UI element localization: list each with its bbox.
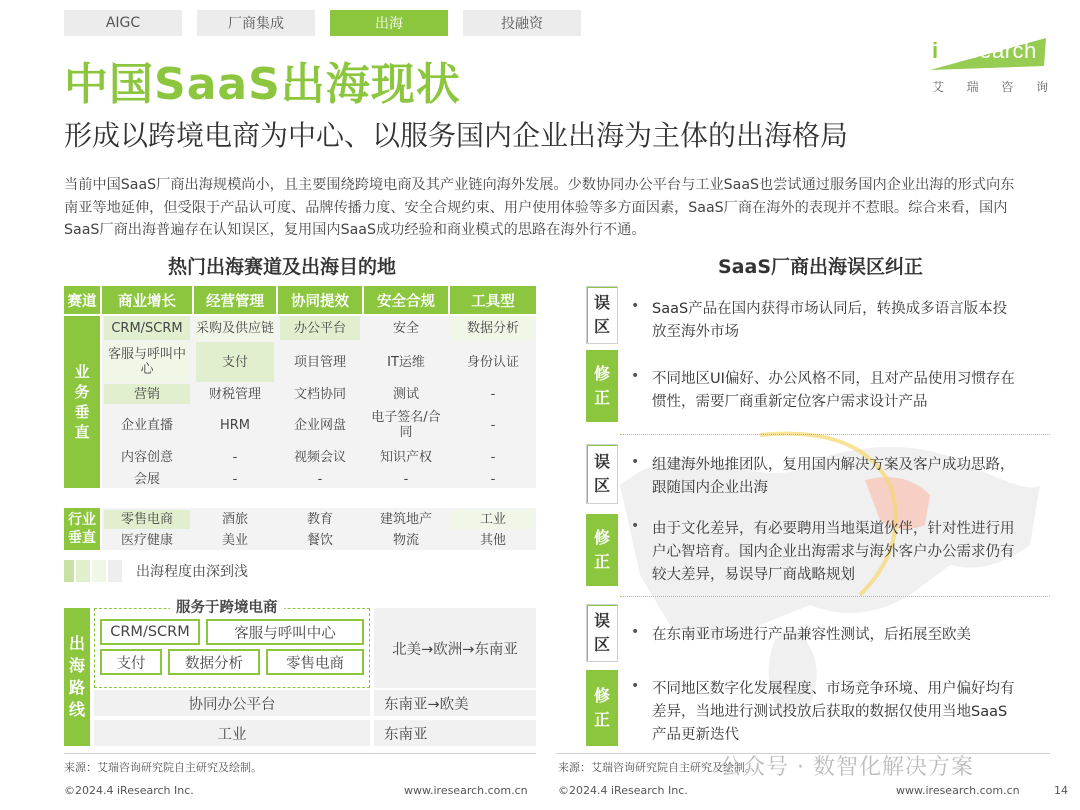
top-tabs (64, 10, 581, 36)
ind-cell: 酒旅 (221, 512, 248, 527)
bullet-icon: • (631, 298, 640, 314)
right-copyright: ©2024.4 iResearch Inc. (558, 784, 688, 797)
route-pill-customer-service: 客服与呼叫中心 (206, 619, 364, 645)
tab-investment[interactable]: 投融资 (463, 10, 581, 36)
correction-text: 由于文化差异，有必要聘用当地渠道伙伴，针对性进行用户心智培育。国内企业出海需求与海外客户办公需求仍有较大差异，易误导厂商战略规划 (652, 521, 1015, 583)
legend-swatch-mid (76, 560, 90, 582)
ind-cell: 工业 (452, 510, 534, 529)
bullet-icon: • (631, 454, 640, 470)
correction-tag: 修 正 (586, 350, 618, 422)
biz-cell: - (490, 471, 496, 487)
route-destination-3: 东南亚 (374, 720, 536, 746)
legend-swatch-deep (64, 560, 74, 582)
ind-cell: 物流 (392, 533, 419, 548)
misconception-tag: 误 区 (586, 604, 618, 662)
correction-tag: 修 正 (586, 670, 618, 746)
biz-cell: HRM (219, 417, 251, 433)
left-section-title: 热门出海赛道及出海目的地 (168, 256, 397, 278)
tab-vendor-integration[interactable]: 厂商集成 (197, 10, 315, 36)
ind-cell: 其他 (479, 533, 506, 548)
management-header: 经营管理 (194, 286, 276, 314)
tab-aigc[interactable]: AIGC (64, 10, 182, 36)
biz-cell: 会展 (133, 471, 160, 487)
biz-cell: CRM/SCRM (104, 316, 190, 340)
legend-swatch-light (92, 560, 106, 582)
route-row-industrial: 工业 (94, 720, 370, 746)
page-number: 14 (1054, 784, 1068, 797)
biz-cell: - (317, 471, 323, 487)
left-url[interactable]: www.iresearch.com.cn (404, 784, 528, 797)
ind-cell: 教育 (306, 512, 333, 527)
route-pill-crm: CRM/SCRM (100, 619, 200, 645)
logo-subtitle: 艾 瑞 咨 询 (932, 80, 1048, 94)
depth-legend (64, 560, 248, 582)
misconception-text: 在东南亚市场进行产品兼容性测试，后拓展至欧美 (652, 627, 971, 643)
growth-header: 商业增长 (102, 286, 192, 314)
item-separator (620, 596, 1050, 597)
biz-cell: - (403, 471, 409, 487)
tools-header: 工具型 (450, 286, 536, 314)
left-copyright: ©2024.4 iResearch Inc. (64, 784, 194, 797)
legend-label: 出海程度由深到浅 (136, 564, 248, 580)
right-section-title: SaaS厂商出海误区纠正 (718, 256, 924, 278)
biz-cell: 身份认证 (466, 354, 519, 370)
legend-swatch-lightest (108, 560, 122, 582)
correction-text: 不同地区数字化发展程度、市场竞争环境、用户偏好均有差异，当地进行测试投放后获取的数据仅使用当地SaaS产品更新迭代 (652, 681, 1015, 743)
biz-cell: 企业网盘 (293, 417, 346, 433)
route-row-collab: 协同办公平台 (94, 690, 370, 716)
misconception-tag: 误 区 (586, 286, 618, 344)
misconception-tag: 误 区 (586, 444, 618, 504)
route-label: 出 海 路 线 (64, 608, 90, 746)
route-pill-payment: 支付 (100, 649, 162, 675)
route-pill-retail: 零售电商 (266, 649, 364, 675)
biz-cell: 电子签名/合同 (371, 410, 441, 440)
biz-cell: 财税管理 (208, 386, 261, 402)
biz-cell: 办公平台 (280, 316, 360, 340)
tab-overseas[interactable]: 出海 (330, 10, 448, 36)
footer-rule-left (64, 753, 536, 754)
biz-cell: 文档协同 (293, 386, 346, 402)
intro-paragraph: 当前中国SaaS厂商出海规模尚小，且主要围绕跨境电商及其产业链向海外发展。少数协同办公平台与工业SaaS也尝试通过服务国内企业出海的形式向东南亚等地延伸，但受限于产品认可度、品牌传播力度、安全合规约束、用户使用体验等多方面因素，SaaS厂商在海外的表现并不惹眼。综合来看，国内SaaS厂商出海普遍存在认知误区，复用国内SaaS成功经验和商业模式的思路在海外行不通。 (64, 177, 1015, 238)
watermark: 公众号 · 数智化解决方案 (720, 755, 974, 780)
biz-cell: 内容创意 (120, 449, 173, 465)
biz-cell: 安全 (392, 320, 419, 336)
biz-cell: 企业直播 (120, 417, 173, 433)
biz-cell: - (490, 449, 496, 465)
correction-text: 不同地区UI偏好、办公风格不同，且对产品使用习惯存在惯性，需要厂商重新定位客户需求设计产品 (652, 371, 1015, 410)
biz-cell: - (490, 386, 496, 402)
security-header: 安全合规 (364, 286, 448, 314)
biz-cell: 知识产权 (379, 449, 432, 465)
biz-cell: 视频会议 (293, 449, 346, 465)
page-title: 中国SaaS出海现状 (64, 59, 461, 110)
biz-cell: - (232, 449, 238, 465)
ind-cell: 零售电商 (104, 510, 190, 529)
track-header: 赛道 (64, 286, 100, 314)
ind-cell: 建筑地产 (379, 512, 432, 527)
bullet-icon: • (631, 518, 640, 534)
route-pill-data-analysis: 数据分析 (168, 649, 260, 675)
bullet-icon: • (631, 368, 640, 384)
bullet-icon: • (631, 624, 640, 640)
route-destination-2: 东南亚→欧美 (374, 690, 536, 716)
bullet-icon: • (631, 678, 640, 694)
ind-vertical-label: 行业 垂直 (64, 508, 100, 550)
right-url[interactable]: www.iresearch.com.cn (896, 784, 1020, 797)
biz-cell: 营销 (104, 384, 190, 404)
biz-cell: 采购及供应链 (196, 316, 274, 340)
biz-cell: 数据分析 (452, 316, 534, 340)
biz-cell: - (490, 417, 496, 433)
biz-cell: 项目管理 (293, 354, 346, 370)
biz-cell: 支付 (196, 342, 274, 382)
route-destination-1: 北美→欧洲→东南亚 (374, 608, 536, 688)
iresearch-logo (926, 36, 1050, 96)
misconception-text: 组建海外地推团队，复用国内解决方案及客户成功思路，跟随国内企业出海 (652, 457, 1015, 496)
biz-cell: 客服与呼叫中心 (104, 342, 190, 382)
cross-border-box-title: 服务于跨境电商 (170, 596, 284, 617)
misconception-text: SaaS产品在国内获得市场认同后，转换成多语言版本投放至海外市场 (652, 301, 1008, 340)
collab-header: 协同提效 (278, 286, 362, 314)
biz-cell: IT运维 (387, 354, 425, 370)
ind-cell: 医疗健康 (120, 533, 173, 548)
right-source: 来源：艾瑞咨询研究院自主研究及绘制。 (558, 761, 756, 774)
ind-cell: 餐饮 (306, 533, 333, 548)
biz-vertical-label: 业 务 垂 直 (64, 316, 100, 488)
biz-cell: - (232, 471, 238, 487)
ind-cell: 美业 (221, 533, 248, 548)
left-source: 来源：艾瑞咨询研究院自主研究及绘制。 (64, 761, 262, 774)
biz-cell: 测试 (392, 386, 419, 402)
item-separator (620, 434, 1050, 435)
page-subtitle: 形成以跨境电商为中心、以服务国内企业出海为主体的出海格局 (64, 119, 849, 152)
logo-wordmark: iResearch (932, 38, 1037, 63)
correction-tag: 修 正 (586, 514, 618, 586)
